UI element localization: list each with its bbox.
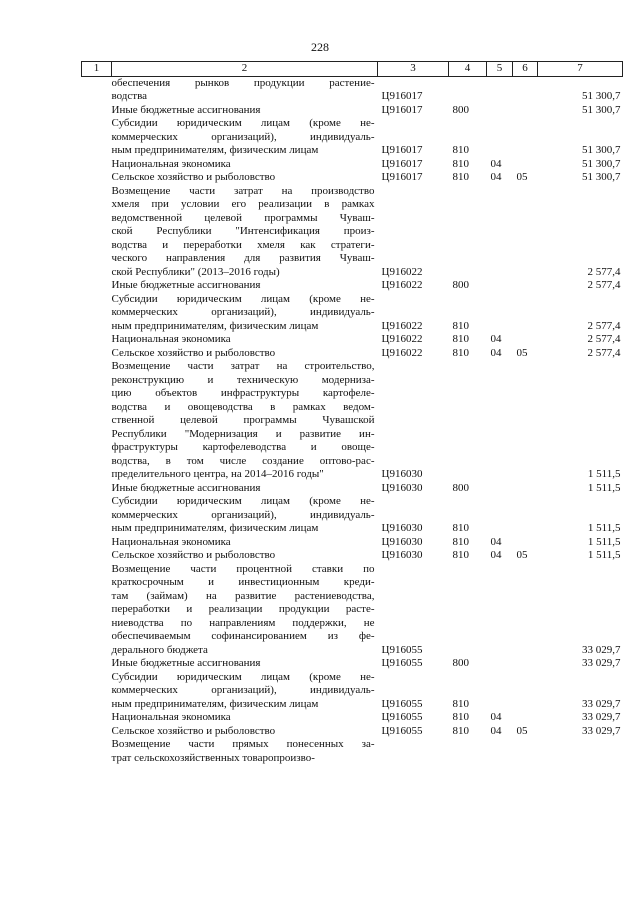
row-pr bbox=[513, 333, 538, 347]
row-rz bbox=[487, 117, 513, 158]
row-index-cell bbox=[82, 563, 112, 658]
row-name bbox=[112, 293, 378, 334]
row-code: Ц916022 bbox=[381, 333, 423, 345]
row-name bbox=[112, 104, 378, 118]
row-pr: 05 bbox=[516, 171, 528, 183]
row-name-line: коммерческих организаций), индивидуаль- bbox=[111, 684, 375, 696]
row-index-cell bbox=[82, 347, 112, 361]
row-rz bbox=[487, 671, 513, 712]
row-kvr: 800 bbox=[452, 657, 469, 669]
row-name-line: трат сельскохозяйственных товаропроизво- bbox=[111, 751, 315, 764]
row-sum: 2 577,4 bbox=[587, 333, 621, 345]
row-pr bbox=[513, 657, 538, 671]
row-rz: 04 bbox=[490, 346, 502, 359]
row-kvr: 810 bbox=[452, 319, 469, 332]
row-kvr: 800 bbox=[452, 481, 469, 494]
row-index-cell bbox=[82, 158, 112, 172]
row-sum: 33 029,7 bbox=[582, 643, 621, 656]
row-sum: 33 029,7 bbox=[582, 724, 621, 737]
row-name-line: там (займам) на развитие растениеводства, bbox=[111, 589, 375, 602]
row-sum bbox=[538, 738, 623, 765]
row-name bbox=[112, 671, 378, 712]
row-index-cell bbox=[82, 482, 112, 496]
row-name-line: ской Республики "Интенсификация произ- bbox=[111, 225, 375, 237]
row-name bbox=[112, 549, 378, 563]
table-row bbox=[82, 671, 623, 712]
row-code: Ц916017 bbox=[381, 171, 423, 183]
row-code: Ц916030 bbox=[381, 522, 423, 534]
row-sum: 1 511,5 bbox=[587, 549, 621, 561]
row-name-line: ведомственной целевой программы Чуваш- bbox=[111, 211, 375, 224]
row-name-line: коммерческих организаций), индивидуаль- bbox=[111, 130, 375, 143]
row-index-cell bbox=[82, 738, 112, 765]
row-rz: 04 bbox=[490, 535, 502, 548]
row-name bbox=[112, 185, 378, 280]
row-rz bbox=[487, 279, 513, 293]
row-name bbox=[112, 76, 378, 104]
row-pr bbox=[513, 185, 538, 280]
row-rz bbox=[487, 495, 513, 536]
header-col-3: 3 bbox=[378, 62, 449, 77]
row-pr bbox=[513, 738, 538, 765]
row-name-line: дерального бюджета bbox=[111, 643, 208, 656]
row-rz bbox=[487, 293, 513, 334]
row-kvr bbox=[449, 185, 487, 280]
row-code: Ц916022 bbox=[381, 346, 423, 359]
row-sum: 2 577,4 bbox=[587, 319, 621, 332]
row-code: Ц916017 bbox=[381, 144, 423, 156]
row-code: Ц916030 bbox=[381, 481, 423, 494]
row-kvr bbox=[449, 76, 487, 104]
header-row bbox=[82, 62, 623, 77]
row-pr bbox=[513, 495, 538, 536]
row-name bbox=[112, 117, 378, 158]
row-kvr: 810 bbox=[452, 333, 469, 345]
row-kvr bbox=[449, 360, 487, 482]
row-name-line: Субсидии юридическим лицам (кроме не- bbox=[111, 292, 375, 305]
row-index-cell bbox=[82, 549, 112, 563]
row-code: Ц916055 bbox=[381, 697, 423, 710]
row-index-cell bbox=[82, 671, 112, 712]
row-kvr bbox=[449, 738, 487, 765]
row-index-cell bbox=[82, 725, 112, 739]
row-index-cell bbox=[82, 711, 112, 725]
table-row bbox=[82, 495, 623, 536]
header-col-7: 7 bbox=[538, 62, 623, 77]
row-name-line: Возмещение части прямых понесенных за- bbox=[111, 738, 375, 750]
row-code: Ц916017 bbox=[381, 90, 423, 102]
row-name bbox=[112, 711, 378, 725]
row-name bbox=[112, 536, 378, 550]
row-rz: 04 bbox=[490, 724, 502, 737]
row-kvr: 810 bbox=[452, 697, 469, 710]
row-index-cell bbox=[82, 293, 112, 334]
row-name-line: Сельское хозяйство и рыболовство bbox=[111, 724, 276, 737]
row-code: Ц916017 bbox=[381, 157, 423, 170]
row-code: Ц916030 bbox=[381, 468, 423, 480]
row-rz: 04 bbox=[490, 549, 502, 561]
row-name bbox=[112, 495, 378, 536]
row-pr: 05 bbox=[516, 724, 528, 737]
row-pr bbox=[513, 671, 538, 712]
row-kvr: 810 bbox=[452, 522, 469, 534]
row-name bbox=[112, 171, 378, 185]
row-pr: 05 bbox=[516, 346, 528, 359]
header-col-4: 4 bbox=[449, 62, 487, 77]
row-name-line: ниеводства по направлениям поддержки, не bbox=[111, 616, 375, 629]
table-row bbox=[82, 158, 623, 172]
row-kvr: 800 bbox=[452, 103, 469, 116]
row-name-line: Национальная экономика bbox=[111, 333, 231, 345]
row-sum: 2 577,4 bbox=[587, 265, 621, 278]
row-index-cell bbox=[82, 279, 112, 293]
row-name-line: реконструкцию и техническую модерниза- bbox=[111, 373, 375, 386]
row-name bbox=[112, 725, 378, 739]
row-name-line: Иные бюджетные ассигнования bbox=[111, 279, 261, 291]
row-rz bbox=[487, 76, 513, 104]
row-code: Ц916055 bbox=[381, 643, 423, 656]
row-sum: 51 300,7 bbox=[582, 90, 621, 102]
row-kvr bbox=[449, 563, 487, 658]
row-pr bbox=[513, 279, 538, 293]
row-sum: 51 300,7 bbox=[582, 157, 621, 170]
row-rz: 04 bbox=[490, 157, 502, 170]
table-row bbox=[82, 185, 623, 280]
table-row bbox=[82, 104, 623, 118]
header-col-6: 6 bbox=[513, 62, 538, 77]
row-name-line: Иные бюджетные ассигнования bbox=[111, 481, 261, 494]
row-name-line: Сельское хозяйство и рыболовство bbox=[111, 346, 276, 359]
row-index-cell bbox=[82, 360, 112, 482]
row-pr bbox=[513, 536, 538, 550]
row-index-cell bbox=[82, 495, 112, 536]
table-body bbox=[82, 76, 623, 765]
row-name-line: фраструктуры картофелеводства и овоще- bbox=[111, 441, 375, 453]
row-name-line: Возмещение части затрат на производство bbox=[111, 184, 375, 197]
row-rz bbox=[487, 360, 513, 482]
row-kvr: 810 bbox=[452, 711, 469, 723]
row-rz: 04 bbox=[490, 711, 502, 723]
row-pr bbox=[513, 482, 538, 496]
row-name-line: водства bbox=[111, 90, 148, 102]
row-kvr: 810 bbox=[452, 144, 469, 156]
row-index-cell bbox=[82, 117, 112, 158]
row-sum: 51 300,7 bbox=[582, 144, 621, 156]
row-rz bbox=[487, 185, 513, 280]
row-name-line: водства и переработки хмеля как стратеги- bbox=[111, 238, 375, 251]
row-rz bbox=[487, 657, 513, 671]
row-name-line: Национальная экономика bbox=[111, 535, 231, 548]
row-pr bbox=[513, 76, 538, 104]
row-name-line: ственной целевой программы Чувашской bbox=[111, 414, 375, 426]
row-name bbox=[112, 482, 378, 496]
row-name-line: Субсидии юридическим лицам (кроме не- bbox=[111, 495, 375, 507]
table-row bbox=[82, 549, 623, 563]
header-col-5: 5 bbox=[487, 62, 513, 77]
table-row bbox=[82, 360, 623, 482]
table-row bbox=[82, 711, 623, 725]
row-name-line: коммерческих организаций), индивидуаль- bbox=[111, 306, 375, 318]
row-name-line: ным предпринимателям, физическим лицам bbox=[111, 522, 319, 534]
row-sum: 2 577,4 bbox=[587, 346, 621, 359]
row-name-line: обеспечения рынков продукции растение- bbox=[111, 76, 375, 89]
table-row bbox=[82, 725, 623, 739]
row-code: Ц916030 bbox=[381, 535, 423, 548]
row-name-line: Сельское хозяйство и рыболовство bbox=[111, 549, 276, 561]
row-name-line: ской Республики" (2013–2016 годы) bbox=[111, 265, 280, 278]
header-col-1: 1 bbox=[82, 62, 112, 77]
row-name-line: Сельское хозяйство и рыболовство bbox=[111, 171, 276, 183]
row-pr bbox=[513, 563, 538, 658]
row-name-line: Возмещение части процентной ставки по bbox=[111, 562, 375, 575]
row-name bbox=[112, 347, 378, 361]
row-name-line: Субсидии юридическим лицам (кроме не- bbox=[111, 117, 375, 129]
budget-table bbox=[81, 61, 623, 765]
row-sum: 33 029,7 bbox=[582, 711, 621, 723]
row-code: Ц916022 bbox=[381, 279, 423, 291]
row-name-line: пределительного центра, на 2014–2016 годы" bbox=[111, 468, 324, 480]
row-sum: 51 300,7 bbox=[582, 103, 621, 116]
row-name-line: водства и овощеводства в рамках ведом- bbox=[111, 400, 375, 413]
row-index-cell bbox=[82, 104, 112, 118]
row-name-line: хмеля при условии его реализации в рамках bbox=[111, 198, 375, 210]
row-name bbox=[112, 279, 378, 293]
row-name bbox=[112, 738, 378, 765]
row-name-line: ным предпринимателям, физическим лицам bbox=[111, 319, 319, 332]
row-pr bbox=[513, 104, 538, 118]
row-name-line: ческого направления для развития Чуваш- bbox=[111, 252, 375, 264]
row-pr bbox=[513, 293, 538, 334]
row-name-line: коммерческих организаций), индивидуаль- bbox=[111, 508, 375, 521]
row-code bbox=[378, 738, 449, 765]
row-sum: 51 300,7 bbox=[582, 171, 621, 183]
table-row bbox=[82, 738, 623, 765]
row-name-line: краткосрочным и инвестиционным креди- bbox=[111, 576, 375, 588]
row-name bbox=[112, 563, 378, 658]
row-sum: 1 511,5 bbox=[587, 522, 621, 534]
row-name-line: обеспечиваемым софинансированием из фе- bbox=[111, 630, 375, 642]
table-row bbox=[82, 76, 623, 104]
row-code: Ц916055 bbox=[381, 724, 423, 737]
row-name-line: ным предпринимателям, физическим лицам bbox=[111, 144, 319, 156]
table-row bbox=[82, 293, 623, 334]
row-rz: 04 bbox=[490, 333, 502, 345]
table-row bbox=[82, 171, 623, 185]
row-name-line: Иные бюджетные ассигнования bbox=[111, 657, 261, 669]
row-kvr: 810 bbox=[452, 724, 469, 737]
row-sum: 2 577,4 bbox=[587, 279, 621, 291]
row-index-cell bbox=[82, 185, 112, 280]
row-rz bbox=[487, 563, 513, 658]
row-pr bbox=[513, 711, 538, 725]
row-index-cell bbox=[82, 76, 112, 104]
row-pr bbox=[513, 360, 538, 482]
row-code: Ц916022 bbox=[381, 319, 423, 332]
row-kvr: 810 bbox=[452, 157, 469, 170]
row-name-line: Национальная экономика bbox=[111, 711, 231, 723]
row-name-line: Республики "Модернизация и развитие ин- bbox=[111, 427, 375, 440]
row-name bbox=[112, 333, 378, 347]
row-name-line: цию объектов инфраструктуры картофеле- bbox=[111, 387, 375, 399]
row-name-line: Национальная экономика bbox=[111, 157, 231, 170]
page-number: 228 bbox=[311, 40, 329, 54]
row-name-line: переработки и реализации продукции расте- bbox=[111, 603, 375, 615]
row-kvr: 800 bbox=[452, 279, 469, 291]
table-row bbox=[82, 117, 623, 158]
row-name bbox=[112, 360, 378, 482]
row-pr bbox=[513, 158, 538, 172]
row-rz bbox=[487, 104, 513, 118]
row-name-line: водства, в том числе создание оптово-рас- bbox=[111, 454, 375, 467]
row-code: Ц916030 bbox=[381, 549, 423, 561]
row-name bbox=[112, 158, 378, 172]
row-kvr: 810 bbox=[452, 535, 469, 548]
table-row bbox=[82, 279, 623, 293]
table-row bbox=[82, 563, 623, 658]
header-col-2: 2 bbox=[112, 62, 378, 77]
row-rz bbox=[487, 738, 513, 765]
row-code: Ц916017 bbox=[381, 103, 423, 116]
row-name bbox=[112, 657, 378, 671]
row-kvr: 810 bbox=[452, 549, 469, 561]
row-name-line: Субсидии юридическим лицам (кроме не- bbox=[111, 670, 375, 683]
row-pr bbox=[513, 117, 538, 158]
row-code: Ц916022 bbox=[381, 265, 423, 278]
table-row bbox=[82, 347, 623, 361]
row-sum: 33 029,7 bbox=[582, 657, 621, 669]
row-name-line: Иные бюджетные ассигнования bbox=[111, 103, 261, 116]
row-sum: 1 511,5 bbox=[587, 535, 621, 548]
row-index-cell bbox=[82, 333, 112, 347]
table-header bbox=[82, 62, 623, 77]
row-index-cell bbox=[82, 657, 112, 671]
row-index-cell bbox=[82, 171, 112, 185]
table-row bbox=[82, 657, 623, 671]
row-rz: 04 bbox=[490, 171, 502, 183]
row-pr: 05 bbox=[516, 549, 528, 561]
row-name-line: ным предпринимателям, физическим лицам bbox=[111, 697, 319, 710]
row-sum: 1 511,5 bbox=[587, 468, 621, 480]
row-index-cell bbox=[82, 536, 112, 550]
table-row bbox=[82, 536, 623, 550]
row-code: Ц916055 bbox=[381, 711, 423, 723]
row-kvr: 810 bbox=[452, 346, 469, 359]
row-code: Ц916055 bbox=[381, 657, 423, 669]
table-row bbox=[82, 333, 623, 347]
table-row bbox=[82, 482, 623, 496]
row-rz bbox=[487, 482, 513, 496]
row-name-line: Возмещение части затрат на строительство, bbox=[111, 360, 375, 372]
row-sum: 1 511,5 bbox=[587, 481, 621, 494]
row-kvr: 810 bbox=[452, 171, 469, 183]
row-sum: 33 029,7 bbox=[582, 697, 621, 710]
